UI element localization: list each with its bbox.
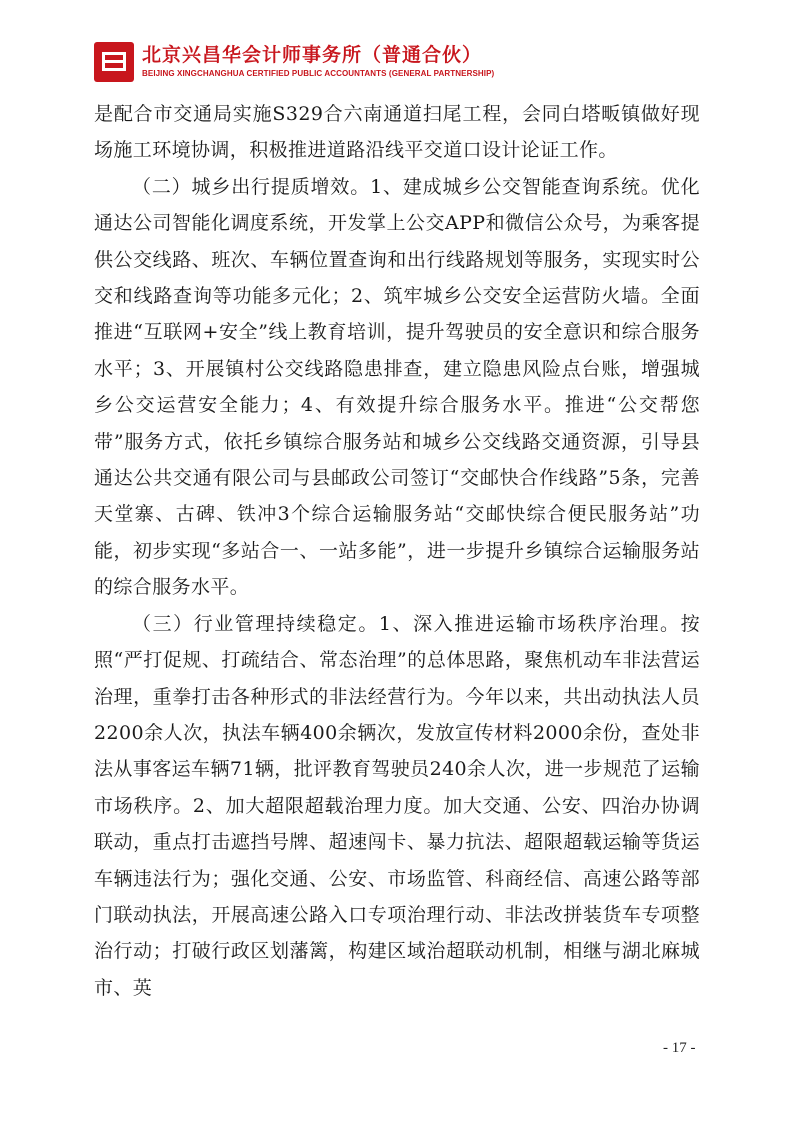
letterhead [94, 38, 714, 88]
firm-name-chinese: 北京兴昌华会计师事务所（普通合伙） [142, 44, 483, 66]
firm-logo-icon [94, 42, 134, 82]
page-number: - 17 - [663, 1040, 696, 1056]
firm-name-english: BEIJING XINGCHANGHUA CERTIFIED PUBLIC ACCOUNTANTS (GENERAL PARTNERSHIP) [142, 69, 495, 78]
paragraph-urban-rural-travel: （二）城乡出行提质增效。1、建成城乡公交智能查询系统。优化通达公司智能化调度系统，开发掌上公交APP和微信公众号，为乘客提供公交线路、班次、车辆位置查询和出行线路规划等服务，实现实时公交和线路查询等功能多元化；2、筑牢城乡公交安全运营防火墙。全面推进“互联网+安全”线上教育培训，提升驾驶员的安全意识和综合服务水平；3、开展镇村公交线路隐患排查，建立隐患风险点台账，增强城乡公交运营安全能力；4、有效提升综合服务水平。推进“公交帮您带”服务方式，依托乡镇综合服务站和城乡公交线路交通资源，引导县通达公共交通有限公司与县邮政公司签订“交邮快合作线路”5条，完善天堂寨、古碑、铁冲3个综合运输服务站“交邮快综合便民服务站”功能，初步实现“多站合一、一站多能”，进一步提升乡镇综合运输服务站的综合服务水平。 [94, 175, 700, 599]
paragraph-industry-management: （三）行业管理持续稳定。1、深入推进运输市场秩序治理。按照“严打促规、打疏结合、常态治理”的总体思路，聚焦机动车非法营运治理，重拳打击各种形式的非法经营行为。今年以来，共出动执法人员2200余人次，执法车辆400余辆次，发放宣传材料2000余份，查处非法从事客运车辆71辆，批评教育驾驶员240余人次，进一步规范了运输市场秩序。2、加大超限超载治理力度。加大交通、公安、四治办协调联动，重点打击遮挡号牌、超速闯卡、暴力抗法、超限超载运输等货运车辆违法行为；强化交通、公安、市场监管、科商经信、高速公路等部门联动执法，开展高速公路入口专项治理行动、非法改拼装货车专项整治行动；打破行政区划藩篱，构建区域治超联动机制，相继与湖北麻城市、英 [94, 612, 700, 999]
paragraph-continuation: 是配合市交通局实施S329合六南通道扫尾工程，会同白塔畈镇做好现场施工环境协调，积极推进道路沿线平交道口设计论证工作。 [94, 103, 700, 162]
document-body [94, 96, 700, 1006]
